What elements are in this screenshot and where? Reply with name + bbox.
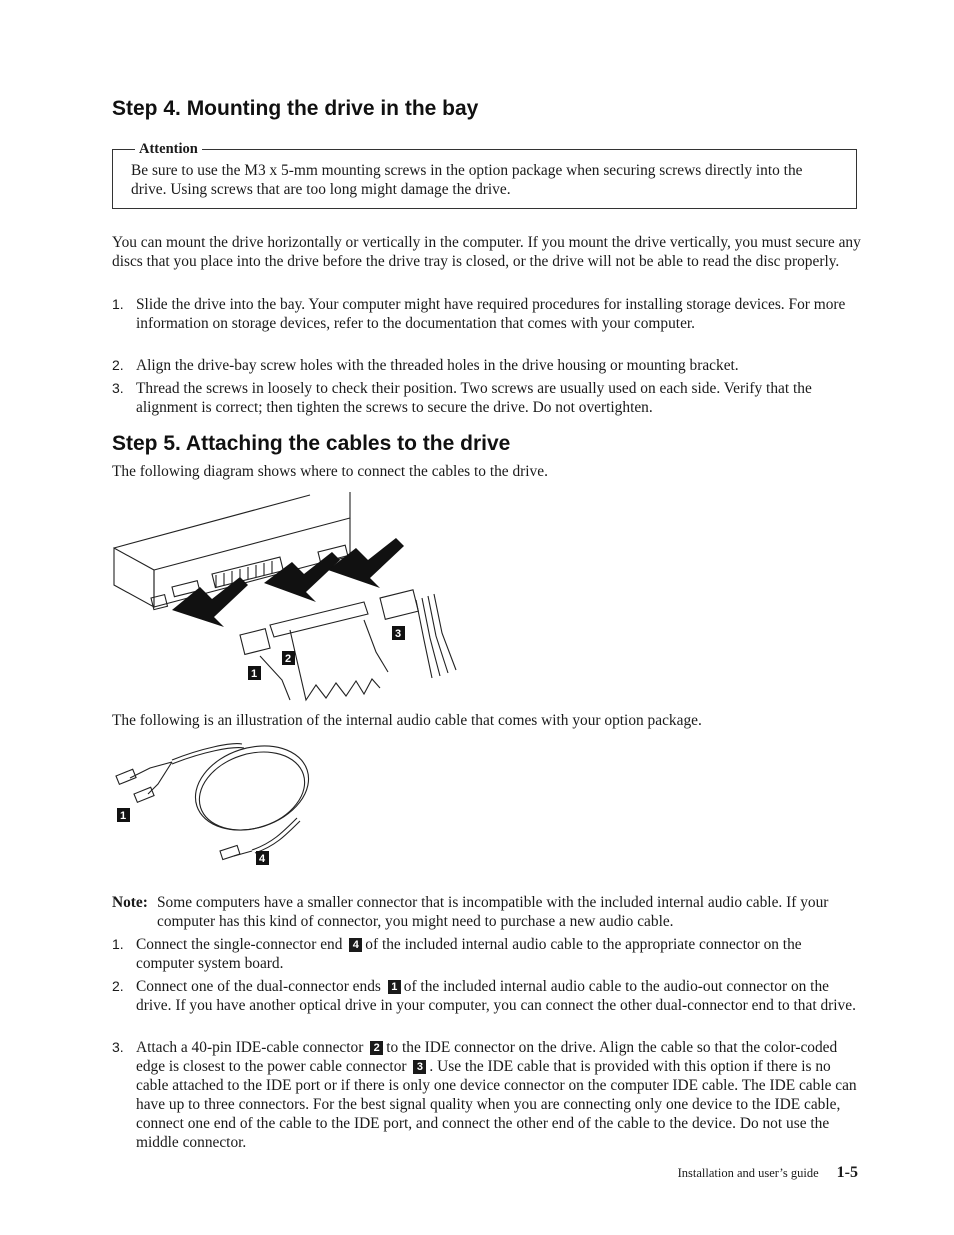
list-number: 3.	[112, 1039, 124, 1055]
step4-item-3	[112, 379, 862, 417]
callout-badge-4: 4	[349, 938, 362, 952]
step5-item-1	[112, 935, 862, 973]
list-number: 2.	[112, 357, 124, 373]
callout-2: 2	[285, 653, 292, 665]
list-text: Align the drive-bay screw holes with the threaded holes in the drive housing or mounting bracket.	[136, 357, 739, 374]
page-footer	[678, 1164, 858, 1182]
list-number: 1.	[112, 296, 124, 312]
callout-3: 3	[395, 628, 402, 640]
note-label: Note:	[112, 894, 148, 911]
list-text: Thread the screws in loosely to check their position. Two screws are usually used on each side. Verify that the alignment is correct; then tighten the screws to secure the drive. Do not overtighten.	[136, 380, 812, 416]
list-text: Connect one of the dual-connector ends 1 of the included internal audio cable to the audio-out connector on the drive. If you have another optical drive in your computer, you can connect the other dual-connector end to that drive.	[136, 978, 856, 1014]
step5-intro: The following diagram shows where to connect the cables to the drive.	[112, 463, 548, 480]
audio-cable-intro: The following is an illustration of the internal audio cable that comes with your option package.	[112, 712, 702, 729]
step5-item-2	[112, 977, 862, 1015]
note	[112, 893, 862, 931]
step4-heading: Step 4. Mounting the drive in the bay	[112, 97, 479, 120]
callout-1: 1	[251, 668, 258, 680]
drive-cable-diagram	[110, 490, 470, 705]
attention-label: Attention	[135, 141, 202, 158]
step4-item-1	[112, 295, 862, 333]
callout-badge-2: 2	[370, 1041, 383, 1055]
audio-cable-illustration	[112, 738, 322, 870]
attention-box	[112, 141, 857, 209]
cable-callout-4: 4	[259, 853, 266, 865]
step4-intro: You can mount the drive horizontally or vertically in the computer. If you mount the drive vertically, you must secure any discs that you place into the drive before the drive tray is closed, or the drive will not be able to read the disc properly.	[112, 234, 861, 270]
cable-callout-1: 1	[120, 810, 127, 822]
list-number: 2.	[112, 978, 124, 994]
attention-text: Be sure to use the M3 x 5-mm mounting screws in the option package when securing screws directly into the drive. Using screws that are too long might damage the drive.	[131, 162, 803, 198]
note-text: Some computers have a smaller connector that is incompatible with the included internal audio cable. If your computer has this kind of connector, you might need to purchase a new audio cable.	[157, 894, 829, 930]
footer-guide-title: Installation and user’s guide	[677, 1166, 819, 1180]
step5-heading: Step 5. Attaching the cables to the drive	[112, 432, 511, 455]
list-text: Slide the drive into the bay. Your computer might have required procedures for installing storage devices. For more information on storage devices, refer to the documentation that comes with your computer.	[136, 296, 846, 332]
list-text: Attach a 40-pin IDE-cable connector 2 to the IDE connector on the drive. Align the cable so that the color-coded edge is closest to the power cable connector 3 . Use the IDE cable that is provided with this option if there is no cable attached to the IDE port or if there is only one device connector on the computer IDE cable. The IDE cable can have up to three connectors. For the best signal quality when you are connecting only one device to the IDE cable, connect one end of the cable to the IDE port, and connect the other end of the cable to the device. Do not use the middle connector.	[136, 1039, 857, 1151]
step5-item-3	[112, 1038, 862, 1152]
callout-badge-1: 1	[388, 980, 401, 994]
list-number: 1.	[112, 936, 124, 952]
list-text: Connect the single-connector end 4 of the included internal audio cable to the appropriate connector on the computer system board.	[136, 936, 802, 972]
callout-badge-3: 3	[413, 1060, 426, 1074]
list-number: 3.	[112, 380, 124, 396]
step4-item-2	[112, 356, 862, 375]
page-number: 1-5	[836, 1164, 858, 1181]
